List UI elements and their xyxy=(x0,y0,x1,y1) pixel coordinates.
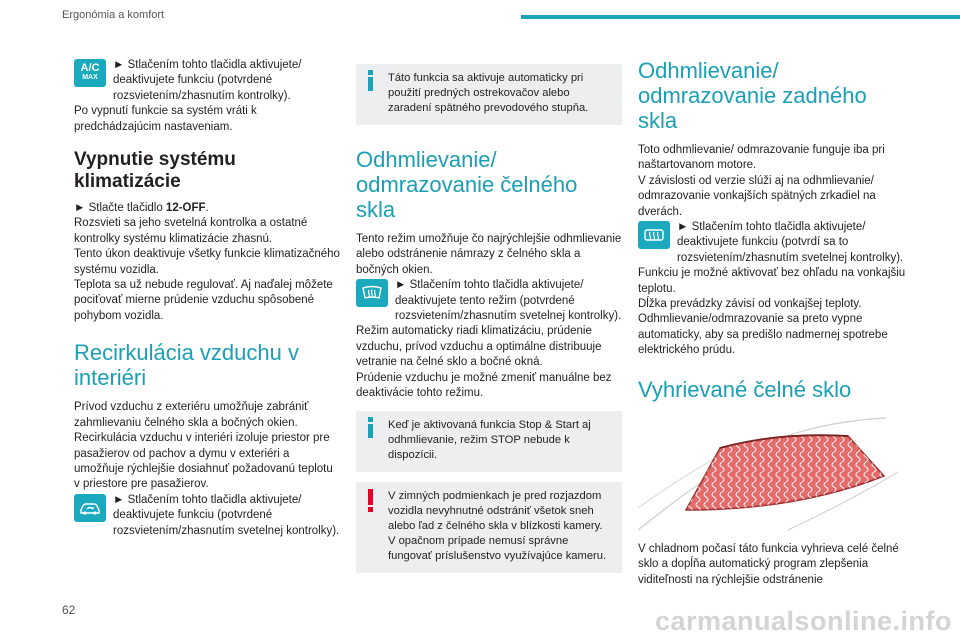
warning-icon xyxy=(368,489,373,505)
system-off-text-4: Teplota sa už nebude regulovať. Aj naďalej môžete pociťovať mierne prúdenie vzduchu spôsobené pohybom vozidla. xyxy=(74,279,333,322)
recirculation-button-icon xyxy=(74,494,106,522)
ac-max-button-icon xyxy=(74,59,106,87)
front-defrost-text-3: Režim automaticky riadi klimatizáciu, prúdenie vzduchu, prívod vzduchu a optimálne distribuuje vetranie na čelné sklo a bočné okná. xyxy=(356,325,602,369)
recirculation-text-2: Recirkulácia vzduchu v interiéri izoluje priestor pre pasažierov od pachov a dymu v exteriéri a umožňuje rýchlejšie dosiahnuť požadovanú teplotu v priestore pre pasažierov. xyxy=(74,432,333,491)
front-defrost-button-text: ► Stlačením tohto tlačidla aktivujete/ deaktivujete tento režim (potvrdené rozsvietením/zhasnutím svetelnej kontrolky). xyxy=(395,279,622,323)
recirculation-text-1: Prívod vzduchu z exteriéru umožňuje zabrániť zahmlievaniu čelného skla a bočných okien. xyxy=(74,401,309,429)
rear-defrost-text-1: Toto odhmlievanie/ odmrazovanie funguje iba pri naštartovanom motore. xyxy=(638,144,885,172)
front-defrost-text-4: Prúdenie vzduchu je možné zmeniť manuálne bez deaktivácie tohto režimu. xyxy=(356,371,612,400)
info-note-1-text: Táto funkcia sa aktivuje automaticky pri použití predných ostrekovačov alebo zaradení spätného prevodového stupňa. xyxy=(388,72,589,114)
ac-icon-label-top: A/C xyxy=(80,62,100,74)
system-off-step xyxy=(74,201,340,216)
column-1 xyxy=(74,58,340,539)
rear-defrost-text-5: Dĺžka prevádzky závisí od vonkajšej teploty. xyxy=(638,298,862,311)
rear-defrost-button-icon xyxy=(638,221,670,249)
system-off-text-2: Rozsvieti sa jeho svetelná kontrolka a ostatné kontrolky systému klimatizácie zhasnú. xyxy=(74,217,308,245)
windshield-heating-image xyxy=(638,412,906,532)
rear-defrost-button-paragraph xyxy=(638,220,906,266)
page-number: 62 xyxy=(62,603,76,617)
info-icon-dot xyxy=(368,417,373,422)
running-header-title: Ergonómia a komfort xyxy=(62,9,165,21)
warning-text-1: V zimných podmienkach je pred rozjazdom vozidla nevyhnutné odstrániť všetok sneh alebo ľad z čelného skla v blízkosti kamery. xyxy=(388,490,603,533)
heated-windshield-illustration xyxy=(638,412,906,532)
rear-window-defrost-icon xyxy=(642,226,666,244)
heading-front-defrost: Odhmlievanie/ odmrazovanie čelného skla xyxy=(356,147,578,222)
system-off-button-label: 12-OFF xyxy=(165,202,206,215)
info-icon xyxy=(368,77,373,91)
heading-rear-defrost: Odhmlievanie/ odmrazovanie zadného skla xyxy=(638,58,867,133)
ac-max-text-2: Po vypnutí funkcie sa systém vráti k predchádzajúcim nastaveniam. xyxy=(74,105,257,133)
warning-icon-dot xyxy=(368,507,373,512)
recirculation-button-paragraph xyxy=(74,493,340,539)
rear-defrost-text-2: V závislosti od verzie slúži aj na odhmlievanie/ odmrazovanie vonkajších spätných zrkadiel na dverách. xyxy=(638,174,876,218)
heading-system-off: Vypnutie systému klimatizácie xyxy=(74,149,236,193)
front-defrost-button-icon xyxy=(356,279,388,307)
windshield-defrost-icon xyxy=(360,284,384,302)
system-off-step-suffix: . xyxy=(205,202,209,215)
system-off-step-prefix: ► Stlačte tlačidlo xyxy=(74,202,166,215)
column-2 xyxy=(356,58,622,581)
ac-icon-label-bottom: MAX xyxy=(82,74,98,81)
info-note-2 xyxy=(356,411,622,472)
info-note-2-text: Keď je aktivovaná funkcia Stop & Start aj odhmlievanie, režim STOP nebude k dispozícii. xyxy=(388,419,591,462)
header-accent-bar xyxy=(521,15,960,19)
front-defrost-text-1: Tento režim umožňuje čo najrýchlejšie odhmlievanie alebo odstránenie námrazy z čelného skla a bočných okien. xyxy=(356,233,622,276)
warning-note xyxy=(356,482,622,573)
watermark-logo: carmanualsonline.info xyxy=(654,606,952,636)
column-3 xyxy=(638,58,906,588)
heated-windshield-text: V chladnom počasí táto funkcia vyhrieva celé čelné sklo a dopĺňa automatický program zlepšenia viditeľnosti na rýchlejšie odstránenie xyxy=(638,542,899,586)
ac-max-paragraph xyxy=(74,58,340,104)
rear-defrost-button-text: ► Stlačením tohto tlačidla aktivujete/ deaktivujete funkciu (potvrdí sa to rozsvietením/zhasnutím svetelnej kontrolky). xyxy=(677,221,904,264)
info-icon xyxy=(368,424,373,438)
ac-max-text: ► Stlačením tohto tlačidla aktivujete/ deaktivujete funkciu (potvrdené rozsvietením/zhasnutím kontrolky). xyxy=(113,59,302,102)
warning-text-2: V opačnom prípade nemusí správne fungovať príslušenstvo využívajúce kameru. xyxy=(388,535,607,563)
info-note-1 xyxy=(356,64,622,125)
recirculation-button-text: ► Stlačením tohto tlačidla aktivujete/ deaktivujete funkciu (potvrdené rozsvietením/zhasnutím svetelnej kontrolky). xyxy=(113,493,340,537)
rear-defrost-text-4: Funkciu je možné aktivovať bez ohľadu na vonkajšiu teplotu. xyxy=(638,267,906,295)
system-off-text-3: Tento úkon deaktivuje všetky funkcie klimatizačného systému vozidla. xyxy=(74,248,340,276)
rear-defrost-text-6: Odhmlievanie/odmrazovanie sa preto vypne automaticky, aby sa predišlo nadmernej spotrebe elektrického prúdu. xyxy=(638,313,888,357)
front-defrost-button-paragraph xyxy=(356,278,622,324)
car-recirculation-icon xyxy=(78,499,102,517)
heading-recirculation: Recirkulácia vzduchu v interiéri xyxy=(74,340,299,391)
info-icon-dot xyxy=(368,70,373,75)
heading-heated-windshield: Vyhrievané čelné sklo xyxy=(638,376,852,402)
